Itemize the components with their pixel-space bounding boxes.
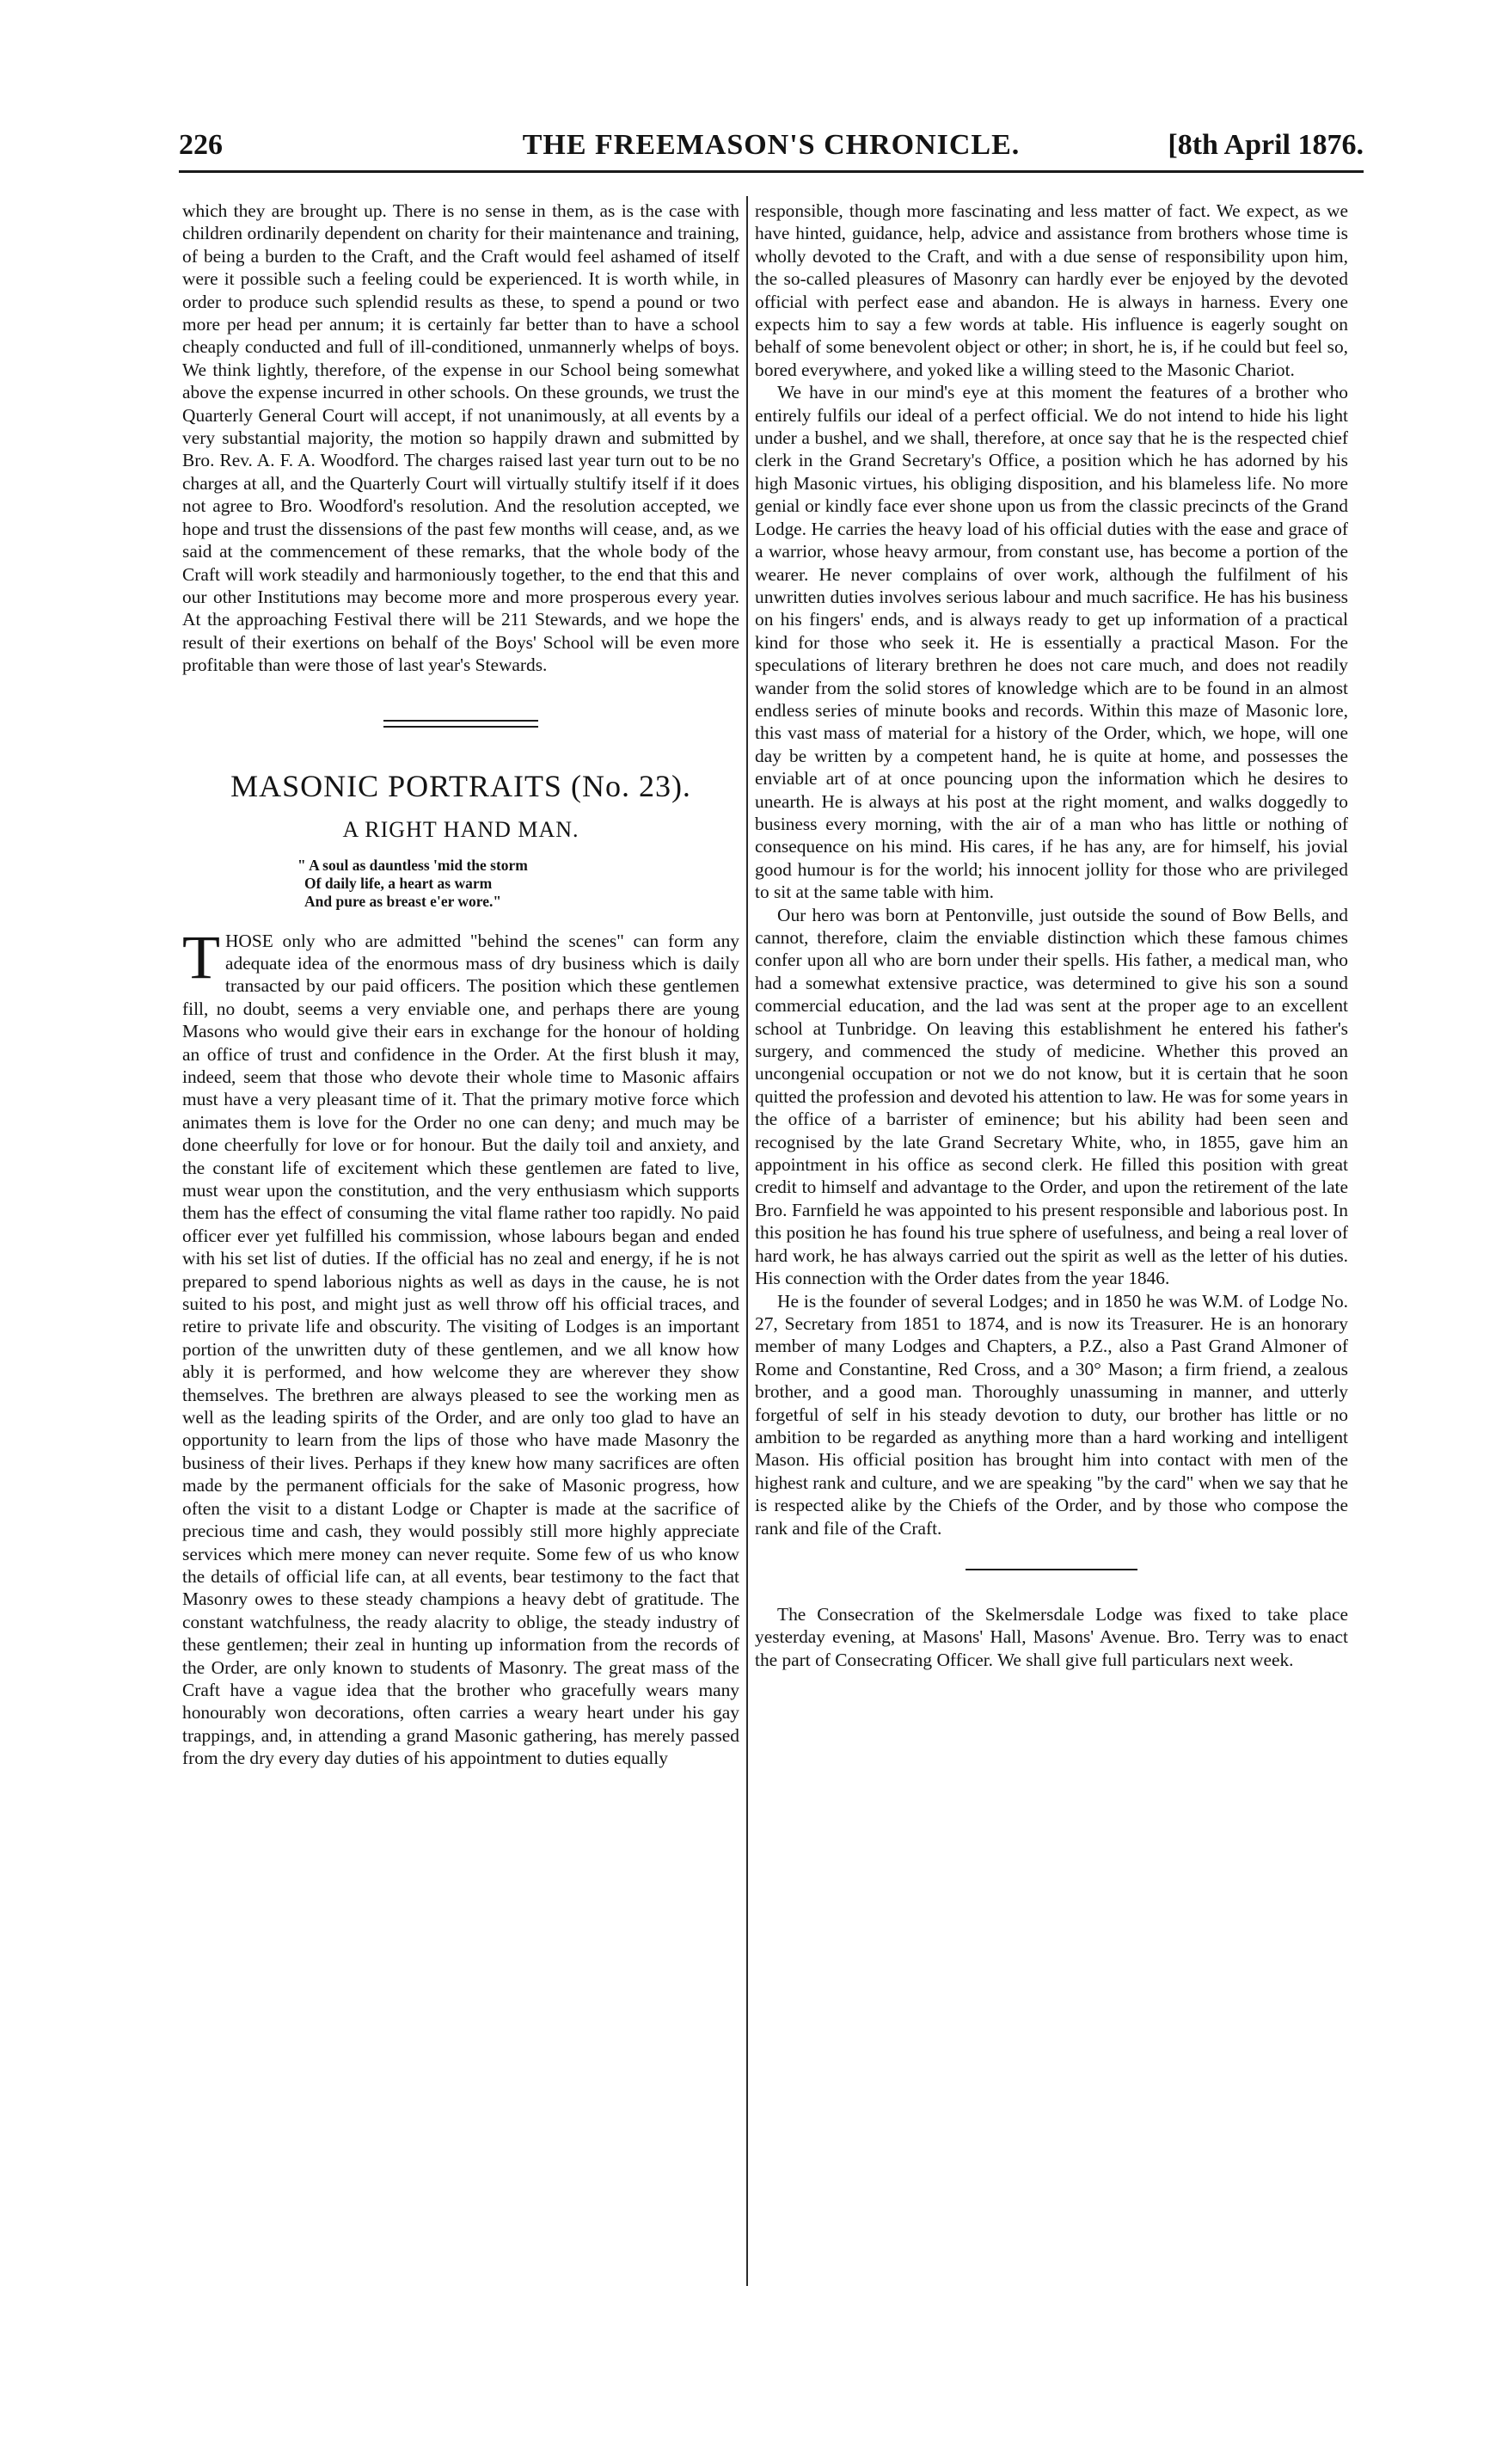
left-column <box>182 200 739 1770</box>
issue-date: [8th April 1876. <box>1168 129 1364 161</box>
article-paragraph: responsible, though more fascinating and less matter of fact. We expect, as we have hinted, guidance, help, advice and assistance from brothers whose time is wholly devoted to the Craft, and with a due sense of responsibility upon him, the so-called pleasures of Masonry can hardly ever be enjoyed by the devoted official with perfect ease and abandon. He is always in harness. Every one expects him to say a few words at table. His influence is eagerly sought on behalf of some benevolent object or other; in short, he is, if he could but feel so, bored everywhere, and yoked like a willing steed to the Masonic Chariot. <box>755 200 1348 380</box>
epigraph <box>297 857 624 911</box>
article-paragraph: He is the founder of several Lodges; and in 1850 he was W.M. of Lodge No. 27, Secretary from 1851 to 1874, and is now its Treasurer. He is an honorary member of many Lodges and Chapters, a P.Z., also a Past Grand Almoner of Rome and Constantine, Red Cross, and a 30° Mason; a firm friend, a zealous brother, and a good man. Thoroughly unassuming in manner, and utterly forgetful of self in his steady devotion to duty, our brother has little or no ambition to be regarded as anything more than a hard working and intelligent Mason. His official position has brought him into contact with men of the highest rank and culture, and we are speaking "by the card" when we say that he is respected alike by the Chiefs of the Order, and by those who compose the rank and file of the Craft. <box>755 1290 1348 1539</box>
section-divider <box>966 1569 1137 1570</box>
news-notice: The Consecration of the Skelmersdale Lodge was fixed to take place yesterday evening, at Masons' Hall, Masons' Avenue. Bro. Terry was to enact the part of Consecrating Officer. We shall give full particulars next week. <box>755 1603 1348 1670</box>
publication-title: THE FREEMASON'S CHRONICLE. <box>522 129 1021 161</box>
article-paragraph: We have in our mind's eye at this moment the features of a brother who entirely fulfils our ideal of a perfect official. We do not intend to hide his light under a bushel, and we shall, therefore, at once say that he is the respected chief clerk in the Grand Secretary's Office, a position which he has adorned by his high Masonic virtues, his obliging disposition, and his blameless life. No more genial or kindly face ever shone upon us from the classic precincts of the Grand Lodge. He carries the heavy load of his official duties with the ease and grace of a warrior, whose heavy armour, from constant use, has become a portion of the wearer. He never complains of over work, although the fulfilment of his unwritten duties involves serious labour and much sacrifice. He has his business on his fingers' ends, and is always ready to get up information of a practical kind for those who seek it. He is essentially a practical Mason. For the speculations of literary brethren he does not care much, and does not readily wander from the solid stores of knowledge which are to be found in an almost endless series of minute books and records. Within this maze of Masonic lore, this vast mass of material for a history of the Order, which, we hope, will one day be written by a competent hand, he is quite at home, and possesses the enviable art of at once pouncing upon the information which he desires to unearth. He is always at his post at the right moment, and walks doggedly to business every morning, with the air of a man who has little or nothing of consequence on his mind. His cares, if he has any, are for himself, his jovial good humour is for the world; his innocent jollity for those who are privileged to sit at the same table with him. <box>755 382 1348 903</box>
drop-cap: T <box>182 922 220 992</box>
epigraph-line: " A soul as dauntless 'mid the storm <box>297 856 528 874</box>
column-rule <box>746 196 748 2286</box>
page-number: 226 <box>179 129 223 161</box>
continued-article-text: which they are brought up. There is no sense in them, as is the case with children ordinarily dependent on charity for their maintenance and training, of being a burden to the Craft, and the Craft would feel ashamed of itself were it possible such a feeling could be experienced. It is worth while, in order to produce such splendid results as these, to spend a pound or two more per head per annum; it is certainly far better than to have a school cheaply conducted and full of ill-conditioned, unmannerly whelps of boys. We think lightly, therefore, of the expense in our School being somewhat above the expense incurred in other schools. On these grounds, we trust the Quarterly General Court will accept, if not unanimously, at all events by a very substantial majority, the motion so happily drawn and submitted by Bro. Rev. A. F. A. Woodford. The charges raised last year turn out to be no charges at all, and the Quarterly Court will virtually stultify itself if it does not agree to Bro. Woodford's resolution. And the resolution accepted, we hope and trust the dissensions of the past few months will cease, and, as we said at the commencement of these remarks, that the whole body of the Craft will work steadily and harmoniously together, to the end that this and our other Institutions may become more and more prosperous every year. At the approaching Festival there will be 211 Stewards, and we hope the result of their exertions on behalf of the Boys' School will be even more profitable than were those of last year's Stewards. <box>182 200 739 676</box>
lead-paragraph-text: HOSE only who are admitted "behind the scenes" can form any adequate idea of the enormous mass of dry business which is daily transacted by our paid officers. The position which these gentlemen fill, no doubt, seems a very enviable one, and perhaps there are young Masons who would give their ears in exchange for the honour of holding an office of trust and confidence in the Order. At the first blush it may, indeed, seem that those who devote their whole time to Masonic affairs must have a very pleasant time of it. That the primary motive force which animates them is love for the Order no one can deny; and much may be done cheerfully for love or for honour. But the daily toil and anxiety, and the constant life of excitement which these gentlemen are fated to live, must wear upon the constitution, and the very enthusiasm which supports them has the effect of consuming the vital flame rather too rapidly. No paid officer ever yet fulfilled his commission, whose labours began and ended with his set list of duties. If the official has no zeal and energy, if he is not prepared to spend laborious nights as well as days in the cause, he is not suited to his post, and might just as well throw off his official traces, and retire to private life and obscurity. The visiting of Lodges is an important portion of the unwritten duty of these gentlemen, and we all know how ably it is performed, and how welcome they are wherever they show themselves. The brethren are always pleased to see the working men as well as the leading spirits of the Order, and are only too glad to have an opportunity to learn from the lips of those who have made Masonry the business of their lives. Perhaps if they knew how many sacrifices are often made by the permanent officials for the sake of Masonic progress, how often the visit to a distant Lodge or Chapter is made at the sacrifice of precious time and cash, they would possibly still more highly appreciate services which mere money can never requite. Some few of us who know the details of official life can, at all events, bear testimony to the fact that Masonry owes to these steady champions a heavy debt of gratitude. The constant watchfulness, the ready alacrity to oblige, the steady industry of these gentlemen; their zeal in hunting up information from the records of the Order, are only known to students of Masonry. The great mass of the Craft have a vague idea that the brother who gracefully wears many honourably won decorations, often carries a weary heart under his gay trappings, and, in attending a grand Masonic gathering, has merely passed from the dry every day duties of his appointment to duties equally <box>182 930 739 1769</box>
article-title: MASONIC PORTRAITS (No. 23). <box>230 768 691 803</box>
running-header <box>179 129 1364 173</box>
right-column <box>755 200 1348 1671</box>
article-paragraph: Our hero was born at Pentonville, just outside the sound of Bow Bells, and cannot, therefore, claim the enviable distinction which these famous chimes confer upon all who are born under their spells. His father, a medical man, who had a somewhat extensive practice, was determined to give his son a sound commercial education, and the lad was sent at the proper age to an excellent school at Tunbridge. On leaving this establishment he entered his father's surgery, and commenced the study of medicine. Whether this proved an uncongenial occupation or not we do not know, but it is certain that he soon quitted the profession and devoted his attention to law. He was for some years in the office of a barrister of eminence; but his ability had been seen and recognised by the late Grand Secretary White, who, in 1855, gave him an appointment in his office as second clerk. He filled this position with great credit to himself and advantage to the Order, and upon the retirement of the late Bro. Farnfield he was appointed to his present responsible and laborious post. In this position he has found his true sphere of usefulness, and being a real lover of hard work, he has always carried out the spirit as well as the letter of his duties. His connection with the Order dates from the year 1846. <box>755 904 1348 1289</box>
article-subtitle: A RIGHT HAND MAN. <box>342 816 579 842</box>
section-divider <box>383 720 538 728</box>
article-lead-paragraph <box>182 922 739 1770</box>
epigraph-line: And pure as breast e'er wore." <box>304 892 502 910</box>
epigraph-line: Of daily life, a heart as warm <box>304 874 493 892</box>
